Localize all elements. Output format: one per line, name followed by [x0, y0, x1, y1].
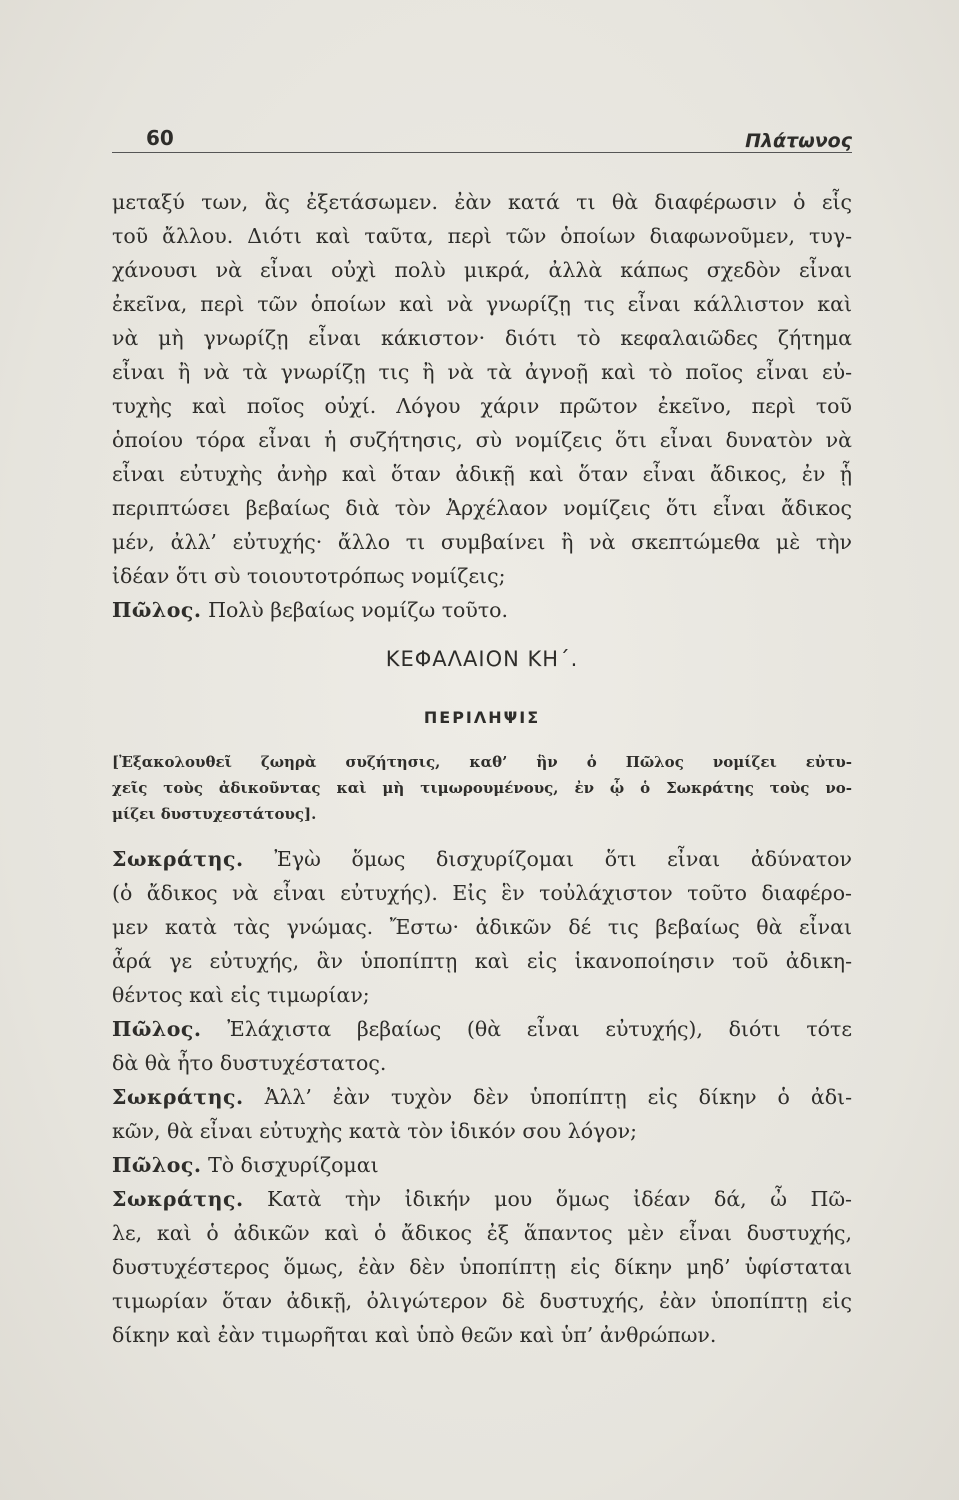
dialogue-text: Κατὰ τὴν ἰδικήν μου ὅμως ἰδέαν δά, ὦ Πῶ- [267, 1187, 852, 1211]
text-line: (ὁ ἄδικος νὰ εἶναι εὐτυχής). Εἰς ἓν τοὐλάχιστον τοῦτο διαφέρο- [112, 881, 852, 905]
dialogue-section [112, 842, 852, 1352]
dialogue-text: Τὸ δισχυρίζομαι [208, 1153, 379, 1177]
dialogue-turn [112, 593, 852, 627]
text-line: ἰδέαν ὅτι σὺ τοιουτοτρόπως νομίζεις; [112, 564, 506, 588]
dialogue-text: Ἀλλ’ ἐὰν τυχὸν δὲν ὑποπίπτῃ εἰς δίκην ὁ ἀδι- [264, 1085, 852, 1109]
dialogue-turn [112, 1012, 852, 1046]
speaker-name: Πῶλος. [112, 1153, 202, 1177]
text-line: εἶναι εὐτυχὴς ἀνὴρ καὶ ὅταν ἀδικῇ καὶ ὅταν εἶναι ἄδικος, ἐν ᾗ [112, 462, 852, 486]
speaker-name: Σωκράτης. [112, 1187, 244, 1211]
dialogue-turn [112, 1080, 852, 1114]
text-line: μεταξύ των, ἃς ἐξετάσωμεν. ἐὰν κατά τι θὰ διαφέρωσιν ὁ εἷς [112, 190, 852, 214]
page-number: 60 [146, 126, 174, 150]
text-line: ἐκεῖνα, περὶ τῶν ὁποίων καὶ νὰ γνωρίζῃ τις εἶναι κάλλιστον καὶ [112, 292, 852, 316]
chapter-title: ΚΕΦΑΛΑΙΟΝ ΚΗ΄. [385, 647, 579, 671]
text-line: τυχὴς καὶ ποῖος οὐχί. Λόγου χάριν πρῶτον ἐκεῖνο, περὶ τοῦ [112, 394, 852, 418]
book-title: Πλάτωνος [745, 130, 852, 152]
dialogue-text: Ἐλάχιστα βεβαίως (θὰ εἶναι εὐτυχής), διότι τότε [227, 1017, 852, 1041]
chapter-summary [112, 749, 852, 827]
speaker-name: Πῶλος. [112, 1017, 202, 1041]
speaker-name: Σωκράτης. [112, 847, 244, 871]
text-line: λε, καὶ ὁ ἀδικῶν καὶ ὁ ἄδικος ἐξ ἅπαντος μὲν εἶναι δυστυχής, [112, 1221, 852, 1245]
text-line: νὰ μὴ γνωρίζῃ εἶναι κάκιστον· διότι τὸ κεφαλαιῶδες ζήτημα [112, 326, 852, 350]
text-line: μεν κατὰ τὰς γνώμας. Ἔστω· ἀδικῶν δέ τις βεβαίως θὰ εἶναι [112, 915, 852, 939]
text-line: εἶναι ἢ νὰ τὰ γνωρίζῃ τις ἢ νὰ τὰ ἀγνοῇ καὶ τὸ ποῖος εἶναι εὐ- [112, 360, 852, 384]
text-line: ἆρά γε εὐτυχής, ἂν ὑποπίπτῃ καὶ εἰς ἱκανοποίησιν τοῦ ἀδικη- [112, 949, 852, 973]
dialogue-text: Πολὺ βεβαίως νομίζω τοῦτο. [208, 598, 509, 622]
dialogue-text: Ἐγὼ ὅμως δισχυρίζομαι ὅτι εἶναι ἀδύνατον [274, 847, 852, 871]
text-line: δὰ θὰ ἦτο δυστυχέστατος. [112, 1051, 387, 1075]
summary-heading: ΠΕΡΙΛΗΨΙΣ [423, 708, 541, 727]
dialogue-turn [112, 1148, 852, 1182]
text-line: δυστυχέστερος ὅμως, ἐὰν δὲν ὑποπίπτῃ εἰς δίκην μηδ’ ὑφίσταται [112, 1255, 852, 1279]
text-line: δίκην καὶ ἐὰν τιμωρῆται καὶ ὑπὸ θεῶν καὶ ὑπ’ ἀνθρώπων. [112, 1323, 717, 1347]
text-line: τιμωρίαν ὅταν ἀδικῇ, ὀλιγώτερον δὲ δυστυχής, ἐὰν ὑποπίπτῃ εἰς [112, 1289, 852, 1313]
text-line: περιπτώσει βεβαίως διὰ τὸν Ἀρχέλαον νομίζεις ὅτι εἶναι ἄδικος [112, 496, 852, 520]
text-line: ὁποίου τόρα εἶναι ἡ συζήτησις, σὺ νομίζεις ὅτι εἶναι δυνατὸν νὰ [112, 428, 852, 452]
dialogue-turn [112, 1182, 852, 1216]
running-head [112, 126, 852, 153]
text-line: μέν, ἀλλ’ εὐτυχής· ἄλλο τι συμβαίνει ἢ νὰ σκεπτώμεθα μὲ τὴν [112, 530, 852, 554]
text-line: κῶν, θὰ εἶναι εὐτυχὴς κατὰ τὸν ἰδικόν σου λόγον; [112, 1119, 638, 1143]
summary-line: [Ἐξακολουθεῖ ζωηρὰ συζήτησις, καθ’ ἣν ὁ Πῶλος νομίζει εὐτυ- [112, 753, 852, 771]
text-line: θέντος καὶ εἰς τιμωρίαν; [112, 983, 370, 1007]
summary-line: χεῖς τοὺς ἀδικοῦντας καὶ μὴ τιμωρουμένους, ἐν ᾧ ὁ Σωκράτης τοὺς νο- [112, 779, 852, 797]
speaker-name: Πῶλος. [112, 598, 202, 622]
paragraph-opening [112, 185, 852, 627]
text-line: χάνουσι νὰ εἶναι οὐχὶ πολὺ μικρά, ἀλλὰ κάπως σχεδὸν εἶναι [112, 258, 852, 282]
dialogue-turn [112, 842, 852, 876]
text-line: τοῦ ἄλλου. Διότι καὶ ταῦτα, περὶ τῶν ὁποίων διαφωνοῦμεν, τυγ- [112, 224, 852, 248]
speaker-name: Σωκράτης. [112, 1085, 244, 1109]
summary-line: μίζει δυστυχεστάτους]. [112, 805, 317, 823]
